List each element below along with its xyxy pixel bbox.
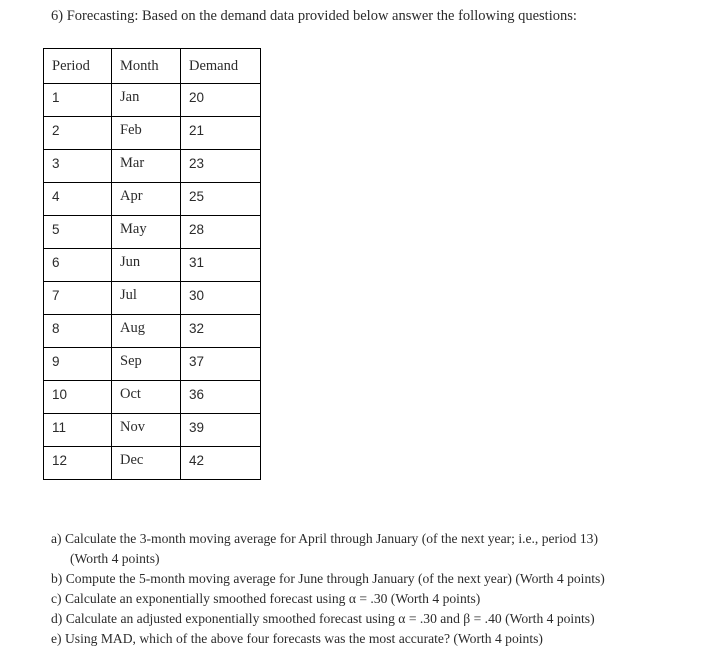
period-cell: 6 <box>44 249 112 282</box>
period-header: Period <box>44 49 112 84</box>
table-row <box>44 117 261 150</box>
month-cell: Nov <box>112 414 181 447</box>
period-cell: 12 <box>44 447 112 480</box>
demand-cell: 23 <box>181 150 261 183</box>
month-cell: Oct <box>112 381 181 414</box>
table-header-row <box>44 49 261 84</box>
demand-header: Demand <box>181 49 261 84</box>
question-b: b) Compute the 5-month moving average for June through January (of the next year) (Worth 4 points) <box>51 571 605 586</box>
period-cell: 8 <box>44 315 112 348</box>
demand-table <box>43 48 261 480</box>
table-row <box>44 282 261 315</box>
month-cell: Sep <box>112 348 181 381</box>
question-a-continuation: (Worth 4 points) <box>70 551 160 566</box>
month-cell: May <box>112 216 181 249</box>
demand-cell: 39 <box>181 414 261 447</box>
question-d: d) Calculate an adjusted exponentially smoothed forecast using α = .30 and β = .40 (Worth 4 points) <box>51 611 595 626</box>
period-cell: 2 <box>44 117 112 150</box>
table-row <box>44 414 261 447</box>
period-cell: 1 <box>44 84 112 117</box>
period-cell: 9 <box>44 348 112 381</box>
table-row <box>44 216 261 249</box>
month-cell: Jun <box>112 249 181 282</box>
month-cell: Jul <box>112 282 181 315</box>
table-row <box>44 183 261 216</box>
demand-cell: 25 <box>181 183 261 216</box>
period-cell: 5 <box>44 216 112 249</box>
table-row <box>44 249 261 282</box>
demand-cell: 42 <box>181 447 261 480</box>
question-a: a) Calculate the 3-month moving average for April through January (of the next year; i.e., period 13) <box>51 531 598 546</box>
period-cell: 3 <box>44 150 112 183</box>
demand-cell: 36 <box>181 381 261 414</box>
month-cell: Apr <box>112 183 181 216</box>
question-e: e) Using MAD, which of the above four forecasts was the most accurate? (Worth 4 points) <box>51 631 543 646</box>
table-row <box>44 447 261 480</box>
demand-cell: 28 <box>181 216 261 249</box>
month-cell: Aug <box>112 315 181 348</box>
month-cell: Dec <box>112 447 181 480</box>
demand-cell: 30 <box>181 282 261 315</box>
month-header: Month <box>112 49 181 84</box>
table-row <box>44 348 261 381</box>
demand-cell: 21 <box>181 117 261 150</box>
period-cell: 11 <box>44 414 112 447</box>
table-row <box>44 315 261 348</box>
demand-cell: 31 <box>181 249 261 282</box>
demand-cell: 37 <box>181 348 261 381</box>
period-cell: 7 <box>44 282 112 315</box>
month-cell: Feb <box>112 117 181 150</box>
month-cell: Jan <box>112 84 181 117</box>
period-cell: 4 <box>44 183 112 216</box>
table-row <box>44 84 261 117</box>
table-row <box>44 150 261 183</box>
month-cell: Mar <box>112 150 181 183</box>
table-body <box>44 84 261 480</box>
question-c: c) Calculate an exponentially smoothed forecast using α = .30 (Worth 4 points) <box>51 591 481 606</box>
period-cell: 10 <box>44 381 112 414</box>
demand-cell: 32 <box>181 315 261 348</box>
demand-cell: 20 <box>181 84 261 117</box>
table-row <box>44 381 261 414</box>
question-list <box>51 529 605 649</box>
question-heading: 6) Forecasting: Based on the demand data provided below answer the following questions: <box>51 8 577 24</box>
